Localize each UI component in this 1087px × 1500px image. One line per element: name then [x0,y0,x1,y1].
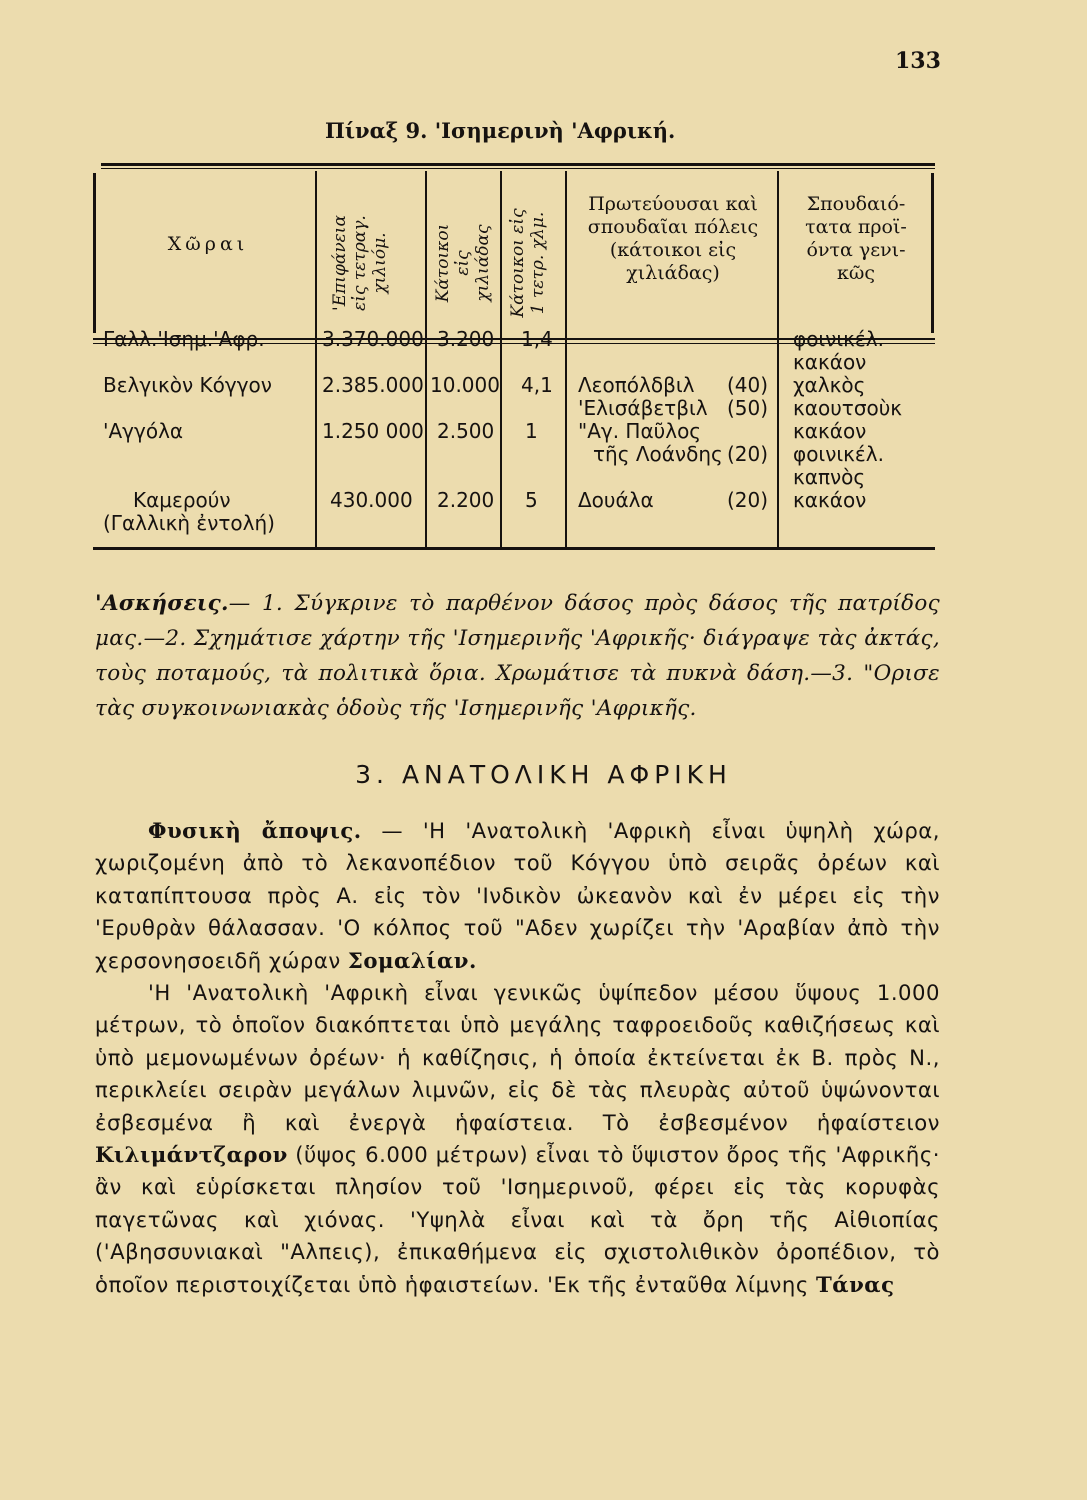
body-text [95,815,940,1301]
row-2-country: Βελγικὸν Κόγγον [103,373,272,397]
row-1-product-2: κακάον [793,350,867,374]
row-4-city-1-pop: (20) [727,488,769,512]
row-1-product-1: φοινικέλ. [793,327,884,351]
row-1-population: 3.200 [437,327,495,351]
table-left-border [93,173,96,333]
row-4-city-1: Δουάλα [578,488,654,512]
bold-somalia: Σομαλίαν. [347,947,477,973]
table-top-rule [101,163,935,166]
header-density: Κάτοικοι εἰς 1 τετρ. χλμ. [508,208,548,318]
col-rule-2 [425,171,427,547]
header-products: Σπουδαιό- τατα προϊ- όντα γενι- κῶς [805,193,907,284]
row-2-density: 4,1 [521,373,553,397]
row-3-density: 1 [525,419,538,443]
row-3-city-2: τῆς Λοάνδης [593,442,723,466]
table-title: Πίναξ 9. 'Ισημερινὴ 'Αφρική. [325,118,676,143]
row-4-product-1: κακάον [793,488,867,512]
row-2-product-1: χαλκὸς [793,373,866,397]
col-rule-3 [500,171,502,547]
row-2-city-1-pop: (40) [727,373,769,397]
row-4-country: Καμερούν [133,488,231,512]
exercises-label: 'Ασκήσεις. [95,591,229,616]
paragraph-highlands: 'Η 'Ανατολικὴ 'Αφρικὴ εἶναι γενικῶς ὑψίπεδον μέσου ὕψους 1.000 μέτρων, τὸ ὁποῖον διακόπτεται ὑπὸ μεγάλης ταφροειδοῦς καθιζήσεως καὶ ὑπὸ μεμονωμένων ὀρέων· ἡ καθίζησις, ἡ ὁποία ἐκτείνεται ἐκ Β. πρὸς Ν., περικλείει σειρὰν μεγάλων λιμνῶν, εἰς δὲ τὰς πλευρὰς αὐτοῦ ὑψώνονται ἐσβεσμένα ἢ καὶ ἐνεργὰ ἡφαίστεια. Τὸ ἐσβεσμένον ἡφαίστειον Κιλιμάντζαρον (ὕψος 6.000 μέτρων) εἶναι τὸ ὕψιστον ὄρος τῆς 'Αφρικῆς· ἂν καὶ εὑρίσκεται πλησίον τοῦ 'Ισημερινοῦ, φέρει εἰς τὰς κορυφὰς παγετῶνας καὶ χιόνας. 'Υψηλὰ εἶναι καὶ τὰ ὄρη τῆς Αἰθιοπίας ('Αβησσυνιακαὶ "Αλπεις), ἐπικαθήμενα εἰς σχιστολιθικὸν ὀροπέδιον, τὸ ὁποῖον περιστοιχίζεται ὑπὸ ἡφαιστείων. 'Εκ τῆς ἐνταῦθα λίμνης Τάνας [95,980,940,1297]
row-2-city-2-pop: (50) [727,396,769,420]
bold-kilimanjaro: Κιλιμάντζαρον [95,1142,288,1168]
row-4-area: 430.000 [330,488,413,512]
row-3-country: 'Αγγόλα [103,419,184,443]
page-number: 133 [895,48,941,74]
header-cities: Πρωτεύουσαι καὶ σπουδαῖαι πόλεις (κάτοικοι εἰς χιλιάδας) [587,193,759,284]
header-population: Κάτοικοι εἰς χιλιάδας [433,223,493,303]
col-rule-1 [315,171,317,547]
row-3-area: 1.250 000 [322,419,424,443]
col-rule-4 [565,171,567,547]
row-3-population: 2.500 [437,419,495,443]
data-table [93,163,935,551]
row-4-country-note: (Γαλλικὴ ἐντολή) [103,511,275,535]
paragraph-physical-view: Φυσικὴ ἄποψις. — 'Η 'Ανατολικὴ 'Αφρικὴ εἶναι ὑψηλὴ χώρα, χωριζομένη ἀπὸ τὸ λεκανοπέδιον τοῦ Κόγγου ὑπὸ σειρᾶς ὀρέων καὶ καταπίπτουσα πρὸς Α. εἰς τὸν 'Ινδικὸν ὠκεανὸν καὶ ἐν μέρει εἰς τὴν 'Ερυθρὰν θάλασσαν. 'Ο κόλπος τοῦ "Αδεν χωρίζει τὴν 'Αραβίαν ἀπὸ τὴν χερσονησοειδῆ χώραν Σομαλίαν. [95,818,940,973]
row-3-product-2: φοινικέλ. [793,442,884,466]
row-2-city-1: Λεοπόλδβιλ [578,373,695,397]
table-bottom-rule [93,547,935,550]
row-1-density: 1,4 [521,327,553,351]
row-3-product-1: κακάον [793,419,867,443]
row-3-city-1: "Αγ. Παῦλος [578,419,702,443]
table-right-border [931,173,934,333]
row-4-population: 2.200 [437,488,495,512]
header-countries: Χῶραι [167,233,249,255]
bold-tana: Τάνας [816,1271,895,1297]
row-3-city-2-pop: (20) [727,442,769,466]
row-2-product-2: καουτσοὺκ [793,396,903,420]
table-top-rule-2 [101,168,935,169]
row-4-density: 5 [525,488,538,512]
header-area: 'Επιφάνεια εἰς τετραγ. χιλιόμ. [330,215,390,311]
row-3-product-3: καπνὸς [793,465,866,489]
row-2-population: 10.000 [430,373,500,397]
row-1-country: Γαλλ.'Ισημ.'Αφρ. [103,327,265,351]
exercises-text: — 1. Σύγκρινε τὸ παρθένον δάσος πρὸς δάσος τῆς πατρίδος μας.—2. Σχημάτισε χάρτην τῆς 'Ισημερινῆς 'Αφρικῆς· διάγραψε τὰς ἀκτάς, τοὺς ποταμούς, τὰ πολιτικὰ ὅρια. Χρωμάτισε τὰ πυκνὰ δάση.—3. "Ορισε τὰς συγκοινωνιακὰς ὁδοὺς τῆς 'Ισημερινῆς 'Αφρικῆς. [95,591,940,721]
row-2-area: 2.385.000 [322,373,424,397]
row-1-area: 3.370.000 [322,327,424,351]
section-title: 3. ΑΝΑΤΟΛΙΚΗ ΑΦΡΙΚΗ [355,760,732,789]
row-2-city-2: 'Ελισάβετβιλ [578,396,708,420]
paragraph-lead: Φυσικὴ ἄποψις. [148,818,362,843]
exercises-paragraph [95,586,940,726]
